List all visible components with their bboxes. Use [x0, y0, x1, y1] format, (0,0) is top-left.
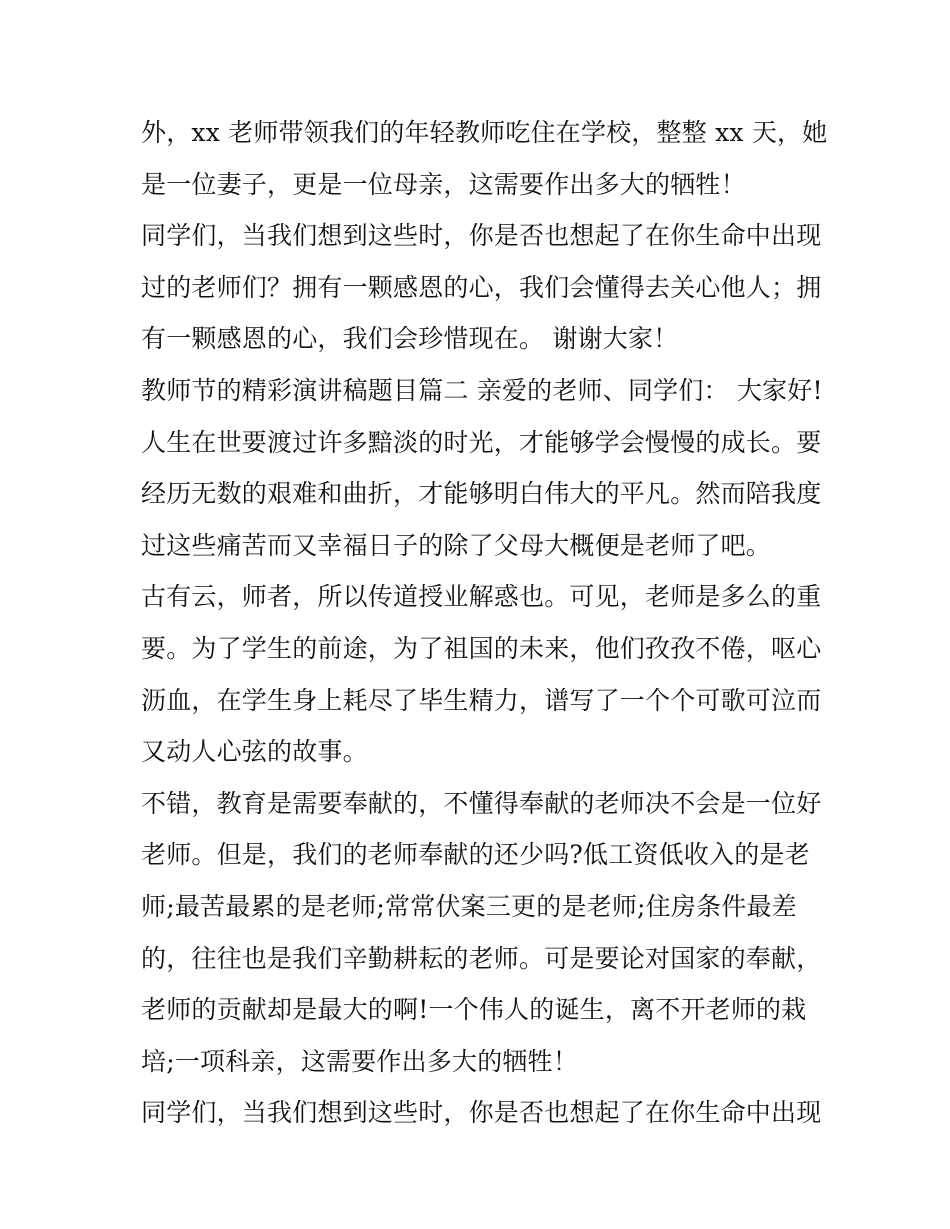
text-line: 过的老师们？拥有一颗感恩的心，我们会懂得去关心他人；拥 [141, 272, 822, 302]
text-line: 过这些痛苦而又幸福日子的除了父母大概便是老师了吧。 [141, 530, 772, 560]
text-line: 师;最苦最累的是老师;常常伏案三更的是老师;住房条件最差 [141, 891, 797, 921]
text-line: 古有云，师者，所以传道授业解惑也。可见，老师是多么的重 [141, 582, 822, 612]
document-body [141, 107, 828, 1139]
text-line: 有一颗感恩的心，我们会珍惜现在。 谢谢大家！ [141, 324, 679, 354]
text-line: 老师的贡献却是最大的啊!一个伟人的诞生，离不开老师的栽 [141, 995, 807, 1025]
text-line: 经历无数的艰难和曲折，才能够明白伟大的平凡。然而陪我度 [141, 479, 822, 509]
text-line: 培;一项科亲，这需要作出多大的牺牲！ [141, 1046, 579, 1076]
text-line: 又动人心弦的故事。 [141, 737, 368, 767]
text-line: 的，往往也是我们辛勤耕耘的老师。可是要论对国家的奉献， [141, 943, 822, 973]
text-line: 教师节的精彩演讲稿题目篇二 亲爱的老师、同学们： 大家好! [141, 375, 823, 405]
text-line: 同学们，当我们想到这些时，你是否也想起了在你生命中出现 [141, 1098, 822, 1128]
text-line: 是一位妻子，更是一位母亲，这需要作出多大的牺牲！ [141, 169, 746, 199]
text-line: 老师。但是，我们的老师奉献的还少吗?低工资低收入的是老 [141, 840, 810, 870]
text-line: 沥血，在学生身上耗尽了毕生精力，谱写了一个个可歌可泣而 [141, 685, 822, 715]
text-line: 要。为了学生的前途，为了祖国的未来，他们孜孜不倦，呕心 [141, 633, 822, 663]
text-line: 不错，教育是需要奉献的，不懂得奉献的老师决不会是一位好 [141, 788, 822, 818]
text-line: 外，xx 老师带领我们的年轻教师吃住在学校，整整 xx 天，她 [141, 118, 828, 147]
text-line: 同学们，当我们想到这些时，你是否也想起了在你生命中出现 [141, 221, 822, 251]
text-line: 人生在世要渡过许多黯淡的时光，才能够学会慢慢的成长。要 [141, 427, 822, 457]
